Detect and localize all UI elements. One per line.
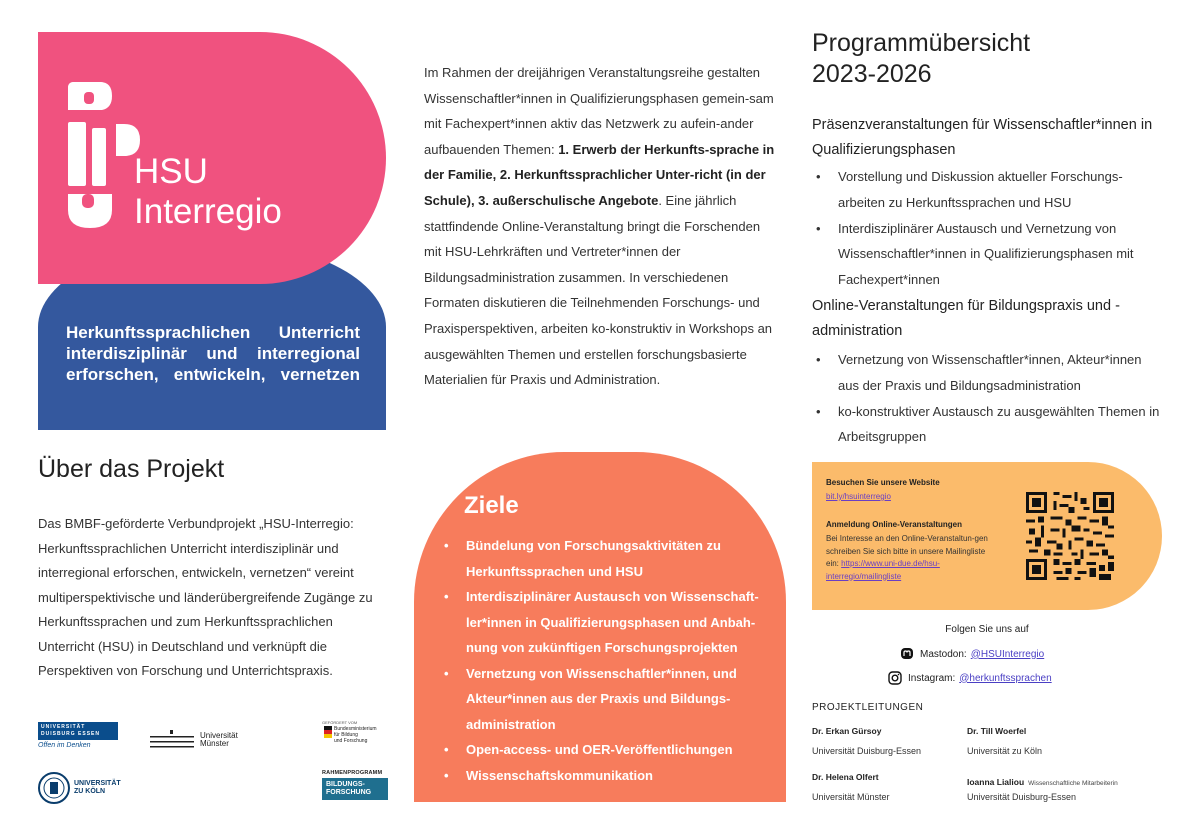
leader-name: Ioanna Lialiou xyxy=(967,777,1025,787)
list-item: • Vorstellung und Diskussion aktueller Forschungs-arbeiten zu Herkunftssprachen und HSU xyxy=(812,164,1162,216)
program-title-line1: Programmübersicht xyxy=(812,29,1031,57)
leader-name: Dr. Erkan Gürsoy xyxy=(812,726,882,736)
mastodon-row xyxy=(900,647,1044,661)
logo-title-interregio: Interregio xyxy=(134,192,282,231)
muenster-logo-line1: Universität xyxy=(200,731,238,740)
koeln-logo-line1: UNIVERSITÄT xyxy=(74,780,121,787)
goal-item: • Interdisziplinärer Austausch von Wissenschaft-ler*innen in Qualifizierungsphasen und Anbah-nung von zukünftigen Forschungsprojekten xyxy=(440,584,770,661)
registration-text xyxy=(826,533,998,583)
logo-bmbf xyxy=(322,720,397,760)
goal-item: • Vernetzung von Wissenschaftler*innen, und Akteur*innen aus der Praxis und Bildungs-administration xyxy=(440,661,770,738)
rp-logo-line2: FORSCHUNG xyxy=(326,789,372,796)
goals-heading: Ziele xyxy=(464,492,519,519)
leader-card xyxy=(967,772,1118,790)
leader-affiliation: Universität Duisburg-Essen xyxy=(967,792,1077,802)
logo-rahmenprogramm xyxy=(322,770,388,804)
ude-logo-slogan: Offen im Denken xyxy=(38,742,91,749)
logo-title-hsu: HSU xyxy=(134,152,208,191)
bmbf-logo-funded-by: GEFÖRDERT VOM xyxy=(322,720,358,725)
goal-item: • Bündelung von Forschungsaktivitäten zu Herkunftssprachen und HSU xyxy=(440,533,770,584)
presence-events-list xyxy=(812,164,1162,293)
bmbf-logo-line2: für Bildung xyxy=(334,732,358,738)
leader-name: Dr. Helena Olfert xyxy=(812,772,879,782)
goals-list xyxy=(440,533,770,788)
logo-panel xyxy=(38,32,386,284)
hsu-logo-mark-icon xyxy=(64,82,144,228)
instagram-row xyxy=(888,671,1052,685)
follow-us-text: Folgen Sie uns auf xyxy=(945,624,1029,635)
leader-name: Dr. Till Woerfel xyxy=(967,726,1027,736)
intro-paragraph xyxy=(424,60,778,393)
online-events-list xyxy=(812,347,1162,450)
rp-logo-line1: BILDUNGS- xyxy=(326,781,365,788)
presence-events-heading: Präsenzveranstaltungen für Wissenschaftler*innen in Qualifizierungsphasen xyxy=(812,117,1153,158)
instagram-icon xyxy=(888,671,902,685)
website-link[interactable]: bit.ly/hsuinterregio xyxy=(826,492,891,501)
koeln-logo-line2: ZU KÖLN xyxy=(74,788,106,795)
logo-uni-duisburg-essen xyxy=(38,722,118,752)
intro-part1: Im Rahmen der dreijährigen Veranstaltungsreihe gestalten Wissenschaftler*innen in Qualifizierungsphasen gemein-sam mit Fachexpert*innen aktiv das Netzwerk zu aufein-ander aufbauenden Themen: xyxy=(424,65,774,157)
leader-affiliation: Universität Münster xyxy=(812,792,890,802)
mastodon-label: Mastodon: xyxy=(920,648,967,660)
bmbf-logo-line3: und Forschung xyxy=(334,738,368,744)
goal-item: • Open-access- und OER-Veröffentlichungen xyxy=(440,737,770,763)
intro-topics: 1. Erwerb der Herkunfts-sprache in der Familie, 2. Herkunftssprachlicher Unter-richt (in der Schule), 3. außerschulische Angebote xyxy=(424,141,775,208)
website-heading: Besuchen Sie unsere Website xyxy=(826,478,940,487)
about-paragraph: Das BMBF-geförderte Verbundprojekt „HSU-Interregio: Herkunftssprachlichen Unterricht interdisziplinär und interregional erforschen, entwickeln, vernetzen“ vereint multiperspektivische und länderübergreifende Zugänge zu Herkunftssprachen und zum Herkunftssprachlichen Unterricht (HSU) in Deutschland und verknüpft die Perspektiven von Forschung und Unterrichtspraxis. xyxy=(38,516,373,678)
online-events-heading: Online-Veranstaltungen für Bildungspraxis und -administration xyxy=(812,298,1120,339)
logo-uni-muenster xyxy=(150,726,250,752)
list-item: • ko-konstruktiver Austausch zu ausgewählten Themen in Arbeitsgruppen xyxy=(812,399,1162,451)
leader-card xyxy=(967,726,1026,736)
koeln-seal-icon xyxy=(38,772,70,804)
leader-card xyxy=(812,772,879,782)
federal-eagle-icon xyxy=(324,726,332,742)
program-title-line2: 2023-2026 xyxy=(812,60,932,88)
intro-part2: . Eine jährlich stattfindende Online-Veranstaltung bringt die Forschenden mit HSU-Lehrkräften und Vertreter*innen der Bildungsadministration zusammen. In verschiedenen Formaten diskutieren die Teilnehmenden Forschungs- und Praxisperspektiven, arbeiten ko-konstruktiv in Workshops an ausgewählten Themen und erstellen forschungsbasierte Materialien für Praxis und Administration. xyxy=(424,192,773,388)
program-heading xyxy=(812,28,1172,90)
mailinglist-link[interactable]: https://www.uni-due.de/hsu-interregio/mailingliste xyxy=(826,559,940,581)
registration-description: Bei Interesse an den Online-Veranstaltun-gen schreiben Sie sich bitte in unsere Mailingliste ein: xyxy=(826,534,988,568)
project-leaders-heading: PROJEKTLEITUNGEN xyxy=(812,702,924,713)
muenster-logo-line2: Münster xyxy=(200,739,229,748)
leader-card xyxy=(812,726,881,736)
list-item: • Interdisziplinärer Austausch und Vernetzung von Wissenschaftler*innen in Qualifizierungsphasen mit Fachexpert*innen xyxy=(812,216,1162,293)
leader-affiliation: Universität Duisburg-Essen xyxy=(812,746,922,756)
instagram-label: Instagram: xyxy=(908,672,956,684)
mastodon-handle-link[interactable]: @HSUInterregio xyxy=(970,648,1045,660)
tagline-text: Herkunftssprachlichen Unterricht interdisziplinär und interregional erforschen, entwickeln, vernetzen xyxy=(66,323,360,384)
rp-logo-top: RAHMENPROGRAMM xyxy=(322,770,383,776)
mastodon-icon xyxy=(900,647,914,661)
registration-heading: Anmeldung Online-Veranstaltungen xyxy=(826,520,963,529)
muenster-logo-icon xyxy=(150,730,194,748)
instagram-handle-link[interactable]: @herkunftssprachen xyxy=(959,672,1052,684)
ude-logo-wordmark: UNIVERSITÄT DUISBURG ESSEN xyxy=(38,722,118,740)
about-heading: Über das Projekt xyxy=(38,455,225,483)
leader-affiliation: Universität zu Köln xyxy=(967,746,1043,756)
logo-uni-koeln xyxy=(38,770,128,804)
leader-role: Wissenschaftliche Mitarbeiterin xyxy=(1028,780,1118,787)
goal-item: • Wissenschaftskommunikation xyxy=(440,763,770,789)
list-item: • Vernetzung von Wissenschaftler*innen, Akteur*innen aus der Praxis und Bildungsadministration xyxy=(812,347,1162,399)
bmbf-logo-line1: Bundesministerium xyxy=(334,726,377,732)
qr-code-icon[interactable] xyxy=(1026,492,1114,580)
